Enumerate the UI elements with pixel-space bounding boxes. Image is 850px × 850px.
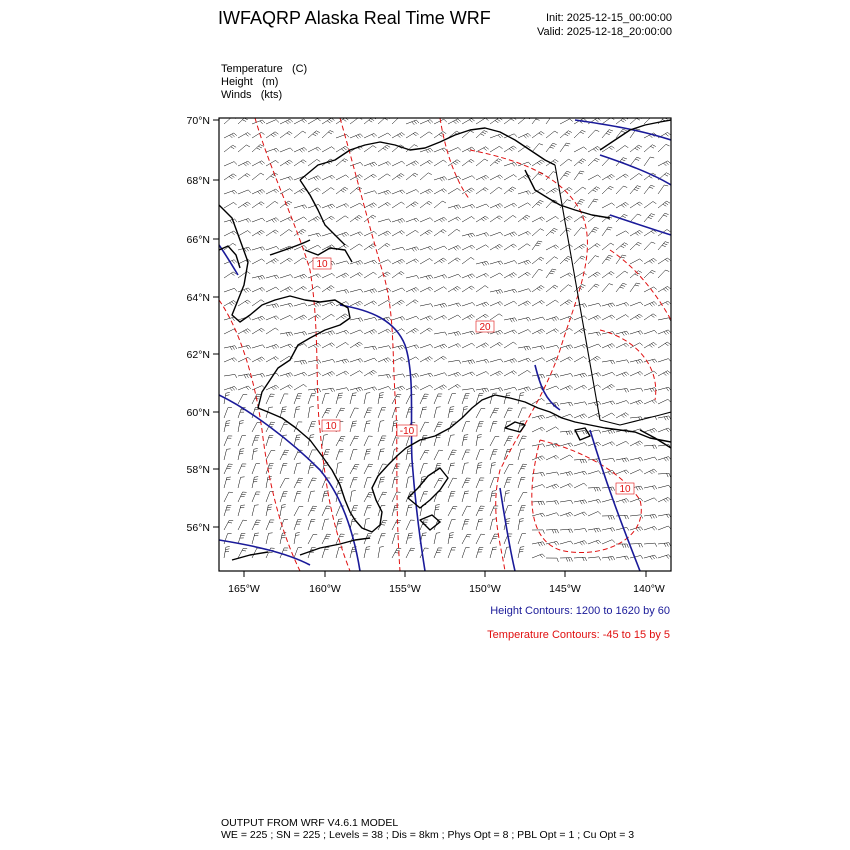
wind-barbs xyxy=(224,115,671,562)
field-unit: (kts) xyxy=(260,89,283,101)
lon-label: 150°W xyxy=(469,583,501,595)
model-config: WE = 225 ; SN = 225 ; Levels = 38 ; Dis = 8km ; Phys Opt = 8 ; PBL Opt = 1 ; Cu Opt = 3 xyxy=(221,829,635,841)
wind-barb-field xyxy=(224,115,671,562)
lon-label: 160°W xyxy=(309,583,341,595)
contour-label: 10 xyxy=(325,421,337,432)
contour-label: 10 xyxy=(316,259,328,270)
lon-labels xyxy=(228,583,665,595)
lat-label: 58°N xyxy=(186,464,210,476)
lat-label: 68°N xyxy=(186,175,210,187)
lat-axis xyxy=(213,120,219,527)
contour-label: 10 xyxy=(619,484,631,495)
lon-label: 145°W xyxy=(549,583,581,595)
temperature-contour-legend: Temperature Contours: -45 to 15 by 5 xyxy=(487,629,670,641)
map-plot xyxy=(219,115,671,571)
field-unit: (m) xyxy=(261,76,279,88)
lon-label: 165°W xyxy=(228,583,260,595)
init-time: Init: 2025-12-15_00:00:00 xyxy=(546,12,672,24)
lat-label: 56°N xyxy=(186,522,210,534)
lat-label: 70°N xyxy=(186,115,210,127)
lon-label: 140°W xyxy=(633,583,665,595)
height-contour-legend: Height Contours: 1200 to 1620 by 60 xyxy=(490,605,670,617)
chart-title: IWFAQRP Alaska Real Time WRF xyxy=(218,8,491,28)
contour-label: -10 xyxy=(399,426,415,437)
lon-label: 155°W xyxy=(389,583,421,595)
lat-label: 66°N xyxy=(186,234,210,246)
valid-time: Valid: 2025-12-18_20:00:00 xyxy=(537,26,672,38)
field-name: Winds xyxy=(221,89,252,101)
field-unit: (C) xyxy=(291,63,308,75)
lat-labels xyxy=(187,115,210,534)
model-info: OUTPUT FROM WRF V4.6.1 MODEL xyxy=(221,817,399,829)
lat-label: 60°N xyxy=(186,407,210,419)
field-name: Height xyxy=(221,76,253,88)
lon-axis xyxy=(244,571,646,577)
lat-label: 62°N xyxy=(186,349,210,361)
contour-labels xyxy=(313,258,634,495)
field-name: Temperature xyxy=(221,63,283,75)
contour-label: 20 xyxy=(479,322,491,333)
lat-label: 64°N xyxy=(186,292,210,304)
